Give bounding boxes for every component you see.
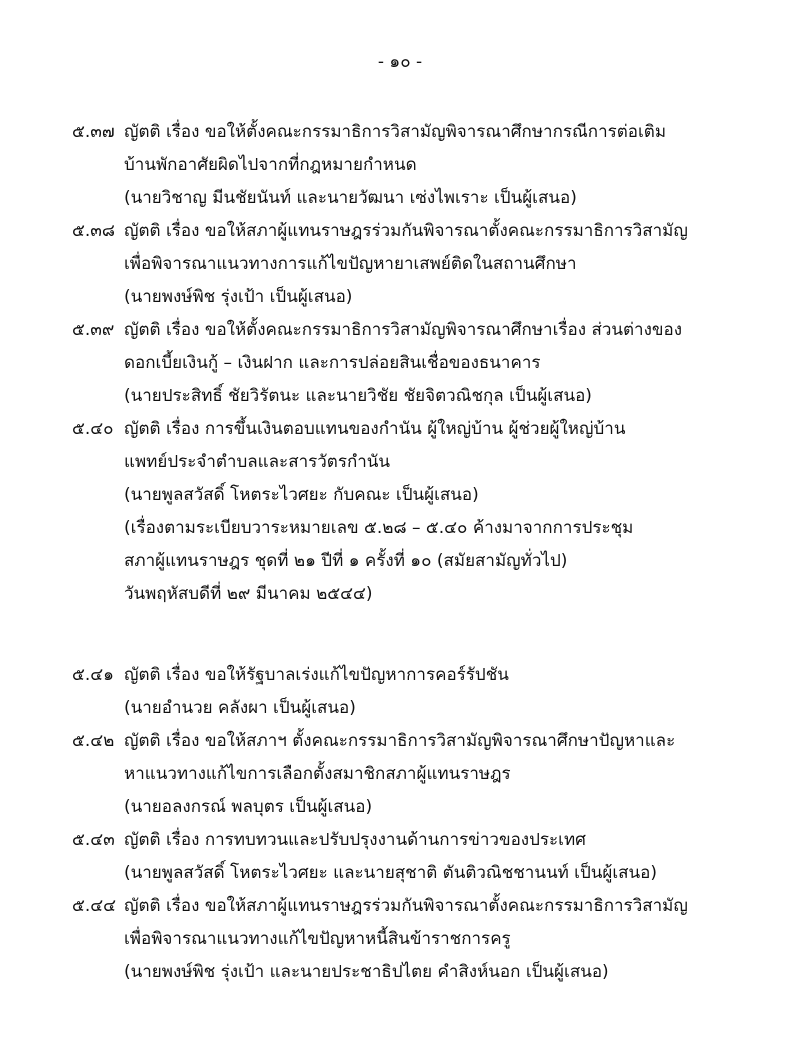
agenda-item-title-cont: เพื่อพิจารณาแนวทางการแก้ไขปัญหายาเสพย์ติดในสถานศึกษา: [124, 254, 577, 274]
agenda-item-proposer: (นายพงษ์พิช รุ่งเป้า เป็นผู้เสนอ): [124, 287, 353, 307]
agenda-list: [0, 116, 800, 989]
agenda-item-5-37: [0, 116, 800, 215]
agenda-item-number: ๕.๓๘: [72, 221, 116, 241]
agenda-item-5-41: [0, 659, 800, 725]
agenda-item-proposer: (นายพูลสวัสดิ์ โหตระไวศยะ กับคณะ เป็นผู้เสนอ): [124, 485, 479, 505]
agenda-item-5-42: [0, 725, 800, 824]
agenda-item-number: ๕.๔๐: [72, 419, 114, 439]
agenda-item-title: ญัตติ เรื่อง การขึ้นเงินตอบแทนของกำนัน ผู้ใหญ่บ้าน ผู้ช่วยผู้ใหญ่บ้าน: [124, 419, 626, 439]
agenda-item-title: ญัตติ เรื่อง ขอให้รัฐบาลเร่งแก้ไขปัญหาการคอร์รัปชัน: [124, 665, 509, 685]
agenda-item-title: ญัตติ เรื่อง ขอให้สภาผู้แทนราษฎรร่วมกันพิจารณาตั้งคณะกรรมาธิการวิสามัญ: [124, 896, 688, 916]
section-gap: [0, 611, 800, 659]
agenda-item-title: ญัตติ เรื่อง ขอให้ตั้งคณะกรรมาธิการวิสามัญพิจารณาศึกษากรณีการต่อเติม: [124, 122, 667, 142]
agenda-item-title: ญัตติ เรื่อง ขอให้สภาฯ ตั้งคณะกรรมาธิการวิสามัญพิจารณาศึกษาปัญหาและ: [124, 731, 676, 751]
agenda-item-number: ๕.๓๗: [72, 122, 115, 142]
agenda-item-note: (เรื่องตามระเบียบวาระหมายเลข ๕.๒๘ – ๕.๔๐ ค้างมาจากการประชุม: [124, 518, 634, 538]
agenda-item-number: ๕.๔๑: [72, 665, 114, 685]
agenda-item-title-cont: ดอกเบี้ยเงินกู้ – เงินฝาก และการปล่อยสินเชื่อของธนาคาร: [124, 353, 541, 373]
agenda-item-title-cont: แพทย์ประจำตำบลและสารวัตรกำนัน: [124, 452, 391, 472]
agenda-item-5-44: [0, 890, 800, 989]
agenda-item-note: สภาผู้แทนราษฎร ชุดที่ ๒๑ ปีที่ ๑ ครั้งที่ ๑๐ (สมัยสามัญทั่วไป): [124, 551, 568, 571]
agenda-item-number: ๕.๔๒: [72, 731, 115, 751]
agenda-item-proposer: (นายพงษ์พิช รุ่งเป้า และนายประชาธิปไตย คำสิงห์นอก เป็นผู้เสนอ): [124, 962, 609, 982]
agenda-item-proposer: (นายอำนวย คลังผา เป็นผู้เสนอ): [124, 698, 356, 718]
agenda-item-title: ญัตติ เรื่อง ขอให้ตั้งคณะกรรมาธิการวิสามัญพิจารณาศึกษาเรื่อง ส่วนต่างของ: [124, 320, 683, 340]
agenda-item-title: ญัตติ เรื่อง ขอให้สภาผู้แทนราษฎรร่วมกันพิจารณาตั้งคณะกรรมาธิการวิสามัญ: [124, 221, 688, 241]
agenda-item-number: ๕.๔๔: [72, 896, 117, 916]
agenda-item-number: ๕.๓๙: [72, 320, 115, 340]
page-number: - ๑๐ -: [377, 52, 423, 72]
agenda-item-number: ๕.๔๓: [72, 830, 115, 850]
agenda-item-5-43: [0, 824, 800, 890]
agenda-item-title-cont: เพื่อพิจารณาแนวทางแก้ไขปัญหาหนี้สินข้าราชการครู: [124, 929, 511, 949]
agenda-item-proposer: (นายประสิทธิ์ ชัยวิรัตนะ และนายวิชัย ชัยจิตวณิชกุล เป็นผู้เสนอ): [124, 386, 592, 406]
agenda-item-5-39: [0, 314, 800, 413]
agenda-item-title-cont: หาแนวทางแก้ไขการเลือกตั้งสมาชิกสภาผู้แทนราษฎร: [124, 764, 511, 784]
agenda-item-proposer: (นายพูลสวัสดิ์ โหตระไวศยะ และนายสุชาติ ตันติวณิชชานนท์ เป็นผู้เสนอ): [124, 863, 658, 883]
agenda-item-5-40: [0, 413, 800, 611]
agenda-item-title-cont: บ้านพักอาศัยผิดไปจากที่กฎหมายกำหนด: [124, 155, 417, 175]
agenda-item-note: วันพฤหัสบดีที่ ๒๙ มีนาคม ๒๕๔๔): [124, 584, 373, 604]
agenda-item-proposer: (นายอลงกรณ์ พลบุตร เป็นผู้เสนอ): [124, 797, 373, 817]
agenda-item-title: ญัตติ เรื่อง การทบทวนและปรับปรุงงานด้านการข่าวของประเทศ: [124, 830, 586, 850]
agenda-item-5-38: [0, 215, 800, 314]
agenda-item-proposer: (นายวิชาญ มีนชัยนันท์ และนายวัฒนา เซ่งไพเราะ เป็นผู้เสนอ): [124, 188, 577, 208]
